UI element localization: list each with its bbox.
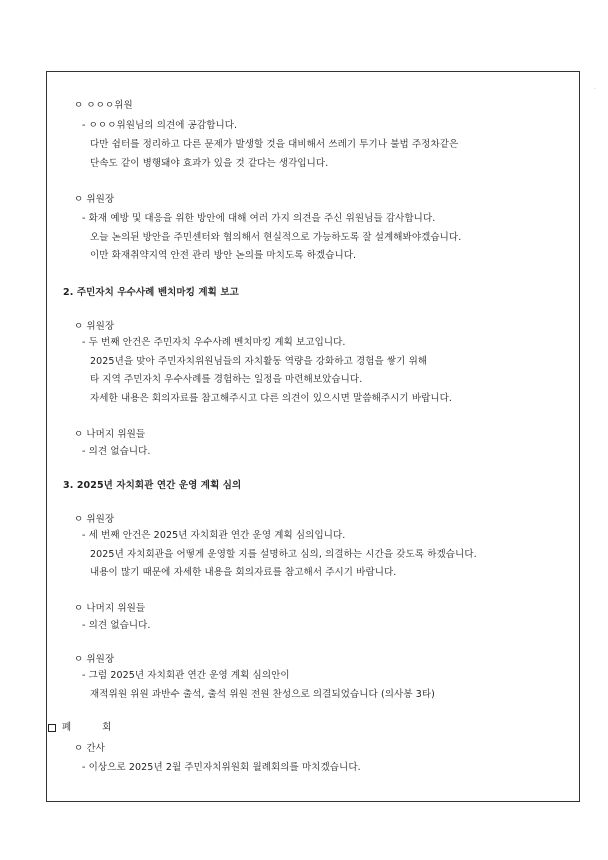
statement-line: 재적위원 위원 과반수 출석, 출석 위원 전원 찬성으로 의결되었습니다 (의사봉 3타)	[90, 689, 435, 700]
speaker-chair: ㅇ 위원장	[74, 654, 115, 665]
speaker-secretary: ㅇ 간사	[74, 743, 105, 754]
page-edge-mark: ·	[594, 86, 596, 93]
statement-line: - 화재 예방 및 대응을 위한 방안에 대해 여러 가지 의견을 주신 위원님들 감사합니다.	[82, 213, 436, 224]
speaker-chair: ㅇ 위원장	[74, 514, 115, 525]
statement-line: 2025년을 맞아 주민자치위원님들의 자치활동 역량을 강화하고 경험을 쌓기 위해	[90, 356, 428, 367]
statement-line: 오늘 논의된 방안을 주민센터와 협의해서 현실적으로 가능하도록 잘 설계해봐야겠습니다.	[90, 232, 462, 243]
statement-line: 자세한 내용은 회의자료를 참고해주시고 다른 의견이 있으시면 말씀해주시기 바랍니다.	[90, 393, 453, 404]
speaker-other-members: ㅇ 나머지 위원들	[74, 429, 146, 440]
speaker-member: ㅇ ㅇㅇㅇ위원	[74, 100, 133, 111]
statement-line: 이만 화재취약지역 안전 관리 방안 논의를 마치도록 하겠습니다.	[90, 250, 357, 261]
statement-line: 단속도 같이 병행돼야 효과가 있을 것 같다는 생각입니다.	[90, 158, 329, 169]
agenda-heading-3: 3. 2025년 자치회관 연간 운영 계획 심의	[63, 480, 242, 491]
statement-line: - 의견 없습니다.	[82, 446, 151, 457]
statement-line: 2025년 자치회관을 어떻게 운영할 지를 설명하고 심의, 의결하는 시간을 갖도록 하겠습니다.	[90, 549, 477, 560]
statement-line: 다만 쉼터를 정리하고 다른 문제가 발생할 것을 대비해서 쓰레기 투기나 불법 주정차같은	[90, 139, 459, 150]
speaker-chair: ㅇ 위원장	[74, 321, 115, 332]
statement-line: 내용이 많기 때문에 자세한 내용을 회의자료를 참고해서 주시기 바랍니다.	[90, 567, 397, 578]
agenda-heading-2: 2. 주민자치 우수사례 벤치마킹 계획 보고	[63, 287, 239, 298]
statement-line: - 의견 없습니다.	[82, 620, 151, 631]
checkbox-square-icon	[48, 724, 56, 732]
statement-line: 타 지역 주민자치 우수사례를 경험하는 일정을 마련해보았습니다.	[90, 374, 363, 385]
closing-heading: 폐 회	[62, 722, 126, 733]
speaker-chair: ㅇ 위원장	[74, 194, 115, 205]
statement-line: - 세 번째 안건은 2025년 자치회관 연간 운영 계획 심의입니다.	[82, 530, 346, 541]
statement-line: - 이상으로 2025년 2월 주민자치위원회 월례회의를 마치겠습니다.	[82, 762, 361, 773]
statement-line: - 그럼 2025년 자치회관 연간 운영 계획 심의안이	[82, 670, 290, 681]
statement-line: - 두 번째 안건은 주민자치 우수사례 벤치마킹 계획 보고입니다.	[82, 337, 346, 348]
speaker-other-members: ㅇ 나머지 위원들	[74, 603, 146, 614]
statement-line: - ㅇㅇㅇ위원님의 의견에 공감합니다.	[82, 120, 238, 131]
